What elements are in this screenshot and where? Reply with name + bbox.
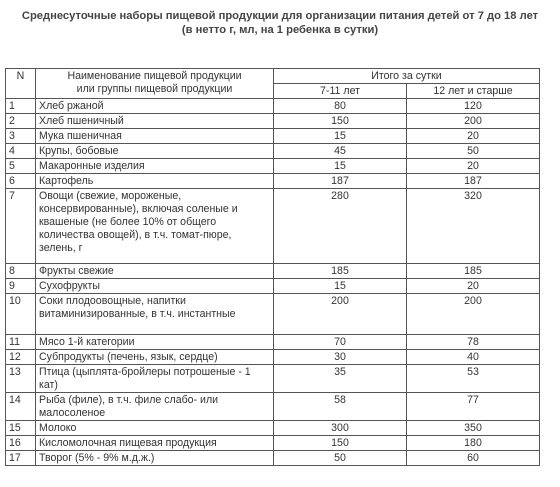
row-value-7-11: 300 <box>274 421 407 436</box>
row-value-7-11: 150 <box>274 114 407 129</box>
row-number: 5 <box>6 159 36 174</box>
table-row <box>6 144 540 159</box>
table-row <box>6 421 540 436</box>
header-total-per-day: Итого за сутки <box>274 69 540 84</box>
row-value-12-plus: 20 <box>407 279 540 294</box>
row-number: 17 <box>6 451 36 466</box>
row-product-name: Овощи (свежие, мороженые, консервированные), включая соленые и квашеные (не более 10% от общего количества овощей), в т.ч. томат-пюре, зелень, г <box>36 189 274 264</box>
row-product-name: Сухофрукты <box>36 279 274 294</box>
title-line-2: (в нетто г, мл, на 1 ребенка в сутки) <box>181 24 379 36</box>
table-row <box>6 451 540 466</box>
row-value-7-11: 15 <box>274 129 407 144</box>
table-row <box>6 436 540 451</box>
row-value-12-plus: 77 <box>407 393 540 421</box>
header-row-1 <box>6 69 540 84</box>
row-value-12-plus: 185 <box>407 264 540 279</box>
row-value-7-11: 280 <box>274 189 407 264</box>
table-row <box>6 294 540 335</box>
row-value-12-plus: 60 <box>407 451 540 466</box>
row-product-name: Мясо 1-й категории <box>36 335 274 350</box>
row-value-12-plus: 180 <box>407 436 540 451</box>
row-product-name: Картофель <box>36 174 274 189</box>
header-product-name-line-1: Наименование пищевой продукции <box>67 70 242 82</box>
row-value-12-plus: 200 <box>407 294 540 335</box>
row-value-12-plus: 20 <box>407 159 540 174</box>
row-value-7-11: 80 <box>274 99 407 114</box>
table-row <box>6 114 540 129</box>
row-product-name: Крупы, бобовые <box>36 144 274 159</box>
row-value-7-11: 187 <box>274 174 407 189</box>
row-number: 8 <box>6 264 36 279</box>
row-number: 3 <box>6 129 36 144</box>
row-number: 9 <box>6 279 36 294</box>
title-line-1: Среднесуточные наборы пищевой продукции для организации питания детей от 7 до 18 лет <box>21 10 539 22</box>
row-number: 11 <box>6 335 36 350</box>
row-product-name: Хлеб ржаной <box>36 99 274 114</box>
table-row <box>6 335 540 350</box>
row-product-name: Творог (5% - 9% м.д.ж.) <box>36 451 274 466</box>
table-row <box>6 189 540 264</box>
header-product-name-line-2: или группы пищевой продукции <box>76 83 233 95</box>
row-value-7-11: 150 <box>274 436 407 451</box>
table-row <box>6 129 540 144</box>
row-number: 13 <box>6 365 36 393</box>
document-title <box>0 9 560 37</box>
row-value-7-11: 15 <box>274 279 407 294</box>
row-value-7-11: 58 <box>274 393 407 421</box>
row-value-12-plus: 40 <box>407 350 540 365</box>
row-value-7-11: 70 <box>274 335 407 350</box>
row-value-12-plus: 78 <box>407 335 540 350</box>
table-row <box>6 279 540 294</box>
row-number: 14 <box>6 393 36 421</box>
row-number: 10 <box>6 294 36 335</box>
row-number: 2 <box>6 114 36 129</box>
row-value-12-plus: 320 <box>407 189 540 264</box>
table-row <box>6 159 540 174</box>
row-value-12-plus: 50 <box>407 144 540 159</box>
row-number: 12 <box>6 350 36 365</box>
row-product-name: Субпродукты (печень, язык, сердце) <box>36 350 274 365</box>
row-value-7-11: 45 <box>274 144 407 159</box>
row-number: 16 <box>6 436 36 451</box>
row-value-7-11: 35 <box>274 365 407 393</box>
header-product-name <box>36 69 274 99</box>
row-number: 1 <box>6 99 36 114</box>
table-row <box>6 264 540 279</box>
row-value-7-11: 30 <box>274 350 407 365</box>
row-value-12-plus: 350 <box>407 421 540 436</box>
row-product-name: Птица (цыплята-бройлеры потрошеные - 1 кат) <box>36 365 274 393</box>
row-value-7-11: 15 <box>274 159 407 174</box>
row-product-name: Макаронные изделия <box>36 159 274 174</box>
row-value-7-11: 50 <box>274 451 407 466</box>
row-product-name: Фрукты свежие <box>36 264 274 279</box>
row-value-7-11: 185 <box>274 264 407 279</box>
header-age-12-plus: 12 лет и старше <box>407 84 540 99</box>
row-product-name: Кисломолочная пищевая продукция <box>36 436 274 451</box>
row-value-12-plus: 187 <box>407 174 540 189</box>
row-number: 6 <box>6 174 36 189</box>
row-value-12-plus: 200 <box>407 114 540 129</box>
header-age-7-11: 7-11 лет <box>274 84 407 99</box>
header-number: N <box>6 69 36 99</box>
row-value-7-11: 200 <box>274 294 407 335</box>
row-product-name: Рыба (филе), в т.ч. филе слабо- или малосоленое <box>36 393 274 421</box>
row-product-name: Соки плодоовощные, напитки витаминизированные, в т.ч. инстантные <box>36 294 274 335</box>
table-row <box>6 393 540 421</box>
row-value-12-plus: 53 <box>407 365 540 393</box>
table-row <box>6 99 540 114</box>
row-product-name: Хлеб пшеничный <box>36 114 274 129</box>
row-value-12-plus: 20 <box>407 129 540 144</box>
row-product-name: Молоко <box>36 421 274 436</box>
table-row <box>6 350 540 365</box>
table-row <box>6 365 540 393</box>
row-number: 7 <box>6 189 36 264</box>
table-row <box>6 174 540 189</box>
food-norms-table <box>5 68 540 466</box>
row-product-name: Мука пшеничная <box>36 129 274 144</box>
row-number: 15 <box>6 421 36 436</box>
row-value-12-plus: 120 <box>407 99 540 114</box>
row-number: 4 <box>6 144 36 159</box>
